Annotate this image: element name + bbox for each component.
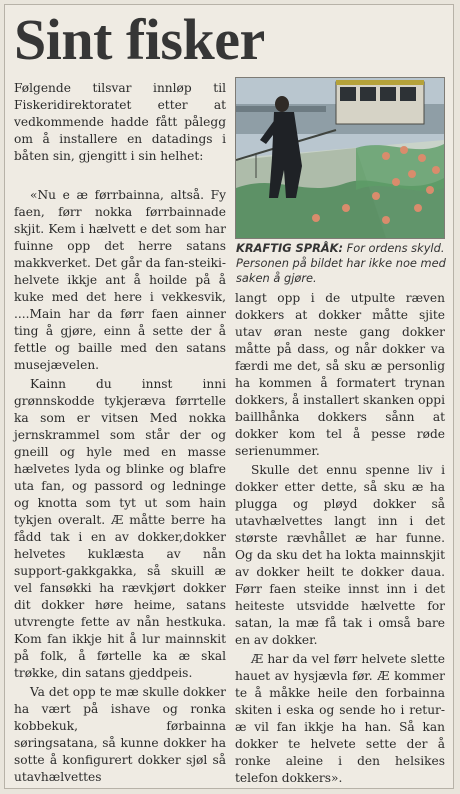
- body-paragraph: langt opp i de utpulte ræven dokkers at dokker måtte sjite utav øran neste gang dokker måtte på dass, og når dokker va færdi me det, så sku æ personlig ha kommen å formatert trynan dokkers, å installert skanken oppi baillhånka dokkers sånn at dokker kom tel å pesse røde serienummer.: [235, 291, 445, 458]
- body-column-left: [14, 187, 226, 786]
- body-paragraph: Kainn du innst inni grønnskodde tykjeræva førrtelle ka som er vitsen Med nokka jernskrammel som står der og gneill og hyle med en masse hælvetes lyda og blinke og blafre uta fan, og passord og ledninge og knotta som tyt ut som hain tykjen overalt. Æ måtte berre ha fådd tak i en av dokker,dokker helvetes kuklæsta av nån support-gakkgakka, så skuill æ vel fansøkki ha rævkjørt dokker dit dokker høre heime, satans utvrengte fette av nån hestkuka. Kom fan ikkje hit å lur mainnskit på folk, å førtelle ka æ skal trøkke, din satans gjeddpeis.: [14, 377, 226, 680]
- caption-text: For ordens skyld. Personen på bildet har ikke noe med saken å gjøre.: [236, 241, 446, 285]
- body-paragraph: Skulle det ennu spenne liv i dokker etter dette, så sku æ ha plugga og pløyd dokker så utavhælvettes langt inn i det største rævhållet æ har funne. Og da sku det ha lokta mainnskjit av dokker heilt te dokker daua. Førr faen steike innst inn i det heiteste utsvidde hælvette for satan, la mæ få tak i omså bare en av dokker.: [235, 463, 445, 647]
- fisherman-photo: [235, 77, 445, 239]
- fishing-boat-illustration: [236, 78, 444, 238]
- body-paragraph: «Nu e æ førrbainna, altså. Fy faen, førr nokka førrbainnade skjit. Kem i hælvett e det som har fuinne opp det herre satans makkverket. Det går da fan-steiki-helvete ikkje ant å hoilde på å kuke med det here i vekkesvik, ....Main har da førr faen ainner ting å gjøre, einn å sette der å fettle og baille med den satans musejævelen.: [14, 188, 226, 372]
- intro-paragraph: [14, 80, 226, 165]
- intro-text: Følgende tilsvar innløp til Fiskeridirektoratet etter at vedkommende hadde fått pålegg om å installere en datadings i båten sin, gjengitt i sin helhet:: [14, 81, 226, 163]
- body-column-right: [235, 290, 445, 787]
- headline: Sint fisker: [14, 7, 265, 72]
- body-paragraph: Va det opp te mæ skulle dokker ha vært på ishave og ronka kobbekuk, førbainna søringsatana, så kunne dokker ha sotte å konfigurert dokker sjøl så utavhælvettes: [14, 685, 226, 784]
- body-paragraph: Æ har da vel førr helvete slette hauet av hysjævla før. Æ kommer te å måkke heile den forbainna skiten i eska og sende ho i retur- æ vil fan ikkje ha han. Så kan dokker te helvete sette der å ronke aleine i den helsikes telefon dokkers».: [235, 652, 445, 785]
- photo-caption: [236, 241, 446, 286]
- caption-heading: KRAFTIG SPRÅK:: [236, 241, 344, 255]
